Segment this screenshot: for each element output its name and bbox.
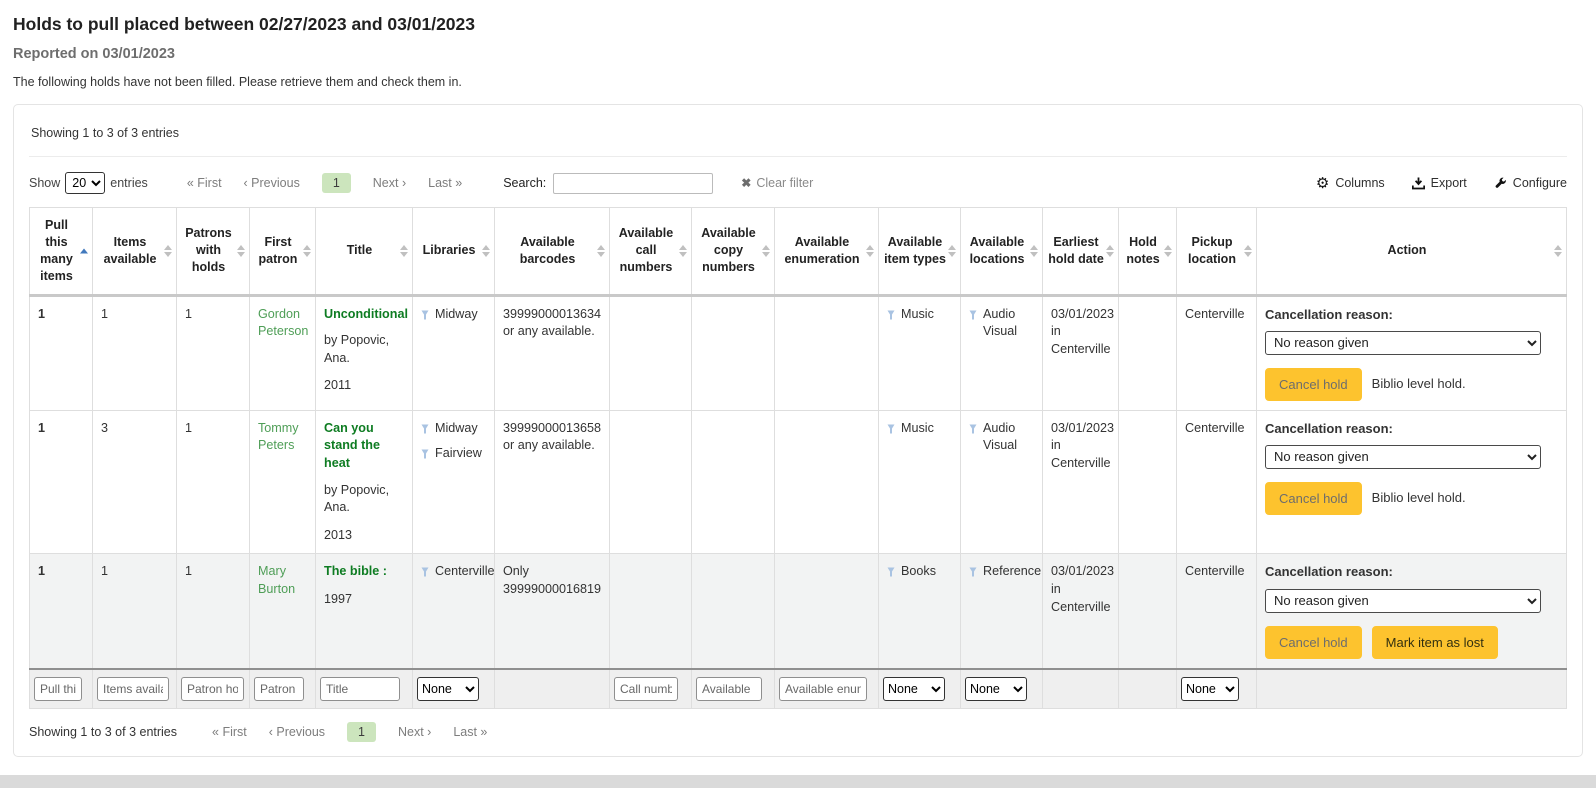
filter-icon[interactable] <box>887 422 895 440</box>
available-copy-numbers <box>692 410 775 554</box>
title-author: by Popovic, Ana. <box>324 482 390 515</box>
available-enumeration <box>775 295 879 410</box>
mark-item-lost-button[interactable]: Mark item as lost <box>1372 626 1498 659</box>
cancel-hold-button[interactable]: Cancel hold <box>1265 626 1362 659</box>
earliest-hold-date: 03/01/2023 in Centerville <box>1043 295 1119 410</box>
table-row <box>30 295 1567 410</box>
hold-notes <box>1119 410 1177 554</box>
configure-button[interactable] <box>1494 176 1567 190</box>
sort-icon <box>303 245 311 257</box>
cancellation-reason-select[interactable] <box>1265 445 1541 469</box>
cancellation-reason-label: Cancellation reason: <box>1265 306 1393 322</box>
pickup-location: Centerville <box>1177 554 1257 669</box>
clear-filter-label: Clear filter <box>756 176 814 190</box>
column-header-pickup-location[interactable]: Pickup location <box>1177 208 1257 296</box>
columns-button-label: Columns <box>1335 176 1385 190</box>
page-subtitle: Reported on 03/01/2023 <box>13 46 175 62</box>
show-entries-group <box>29 172 148 194</box>
cancellation-reason-label: Cancellation reason: <box>1265 564 1393 580</box>
item-type-value: Books <box>887 563 952 583</box>
sort-icon <box>1030 245 1038 257</box>
items-available: 1 <box>93 554 177 669</box>
sort-icon <box>762 245 770 257</box>
filter-locations-select[interactable] <box>965 677 1027 701</box>
last-page-button[interactable]: Last » <box>428 176 463 190</box>
earliest-hold-date: 03/01/2023 in Centerville <box>1043 554 1119 669</box>
title-author: by Popovic, Ana. <box>324 333 390 365</box>
column-header-action[interactable]: Action <box>1257 208 1567 296</box>
hold-level-note: Biblio level hold. <box>1371 490 1466 506</box>
next-page-button[interactable]: Next › <box>372 176 407 190</box>
item-type-value: Music <box>887 420 952 440</box>
patron-link[interactable]: Tommy Peters <box>258 420 299 453</box>
filter-pickup-location-select[interactable] <box>1181 677 1239 701</box>
export-button-label: Export <box>1430 176 1467 190</box>
column-header-first-patron[interactable]: First patron <box>250 208 316 296</box>
page-description: The following holds have not been filled. Please retrieve them and check them in. <box>13 75 462 89</box>
column-header-libraries[interactable]: Libraries <box>413 208 495 296</box>
filter-icon[interactable] <box>969 422 977 440</box>
filter-copy-numbers-input[interactable] <box>696 677 762 701</box>
holds-table-card <box>13 104 1583 757</box>
filter-pull-input[interactable] <box>34 677 82 701</box>
patrons-with-holds: 1 <box>177 410 250 554</box>
column-header-patrons-with-holds[interactable]: Patrons with holds <box>177 208 250 296</box>
title-link[interactable]: Can you stand the heat <box>324 420 380 470</box>
column-header-available-item-types[interactable]: Available item types <box>879 208 961 296</box>
sort-icon <box>1244 245 1252 257</box>
configure-button-label: Configure <box>1512 176 1567 190</box>
sort-icon <box>237 245 245 257</box>
items-available: 1 <box>93 295 177 410</box>
previous-page-button[interactable]: ‹ Previous <box>268 724 326 739</box>
column-header-available-barcodes[interactable]: Available barcodes <box>495 208 610 296</box>
wrench-icon <box>1494 177 1507 190</box>
available-barcodes: Only 39999000016819 <box>495 554 610 669</box>
current-page-indicator[interactable]: 1 <box>347 722 376 742</box>
patrons-with-holds: 1 <box>177 295 250 410</box>
table-footer-bar <box>29 722 1567 742</box>
items-available: 3 <box>93 410 177 554</box>
page-size-select[interactable] <box>65 172 105 194</box>
sort-icon <box>866 245 874 257</box>
sort-icon <box>1554 245 1562 257</box>
download-icon <box>1412 177 1425 190</box>
hold-level-note: Biblio level hold. <box>1371 376 1466 392</box>
clear-filter-button[interactable] <box>741 176 813 190</box>
sort-icon <box>1106 245 1114 257</box>
cancellation-reason-select[interactable] <box>1265 331 1541 355</box>
column-header-pull[interactable]: Pull this many items <box>30 208 93 296</box>
previous-page-button[interactable]: ‹ Previous <box>243 176 300 190</box>
gear-icon: ⚙ <box>1315 173 1330 192</box>
library-value: Centerville <box>421 563 486 583</box>
table-toolbar <box>29 172 1567 194</box>
sort-icon <box>597 245 605 257</box>
page-bottom-strip <box>0 775 1596 788</box>
sort-icon <box>482 245 490 257</box>
hold-notes <box>1119 295 1177 410</box>
cancel-hold-button[interactable]: Cancel hold <box>1265 368 1362 401</box>
column-header-earliest-hold-date[interactable]: Earliest hold date <box>1043 208 1119 296</box>
patron-link[interactable]: Mary Burton <box>258 564 296 597</box>
pickup-location: Centerville <box>1177 295 1257 410</box>
clear-filter-x-icon: ✖ <box>741 176 752 190</box>
filter-items-available-input[interactable] <box>97 677 169 701</box>
column-header-available-call-numbers[interactable]: Available call numbers <box>610 208 692 296</box>
title-year: 2011 <box>324 378 352 393</box>
filter-icon[interactable] <box>969 565 977 583</box>
filter-icon[interactable] <box>421 308 429 326</box>
first-page-button[interactable]: « First <box>212 724 247 739</box>
earliest-hold-date: 03/01/2023 in Centerville <box>1043 410 1119 554</box>
available-copy-numbers <box>692 554 775 669</box>
sort-icon <box>164 245 172 257</box>
filter-title-input[interactable] <box>320 677 400 701</box>
filter-patrons-with-holds-input[interactable] <box>181 677 244 701</box>
patrons-with-holds: 1 <box>177 554 250 669</box>
first-page-button[interactable]: « First <box>186 176 222 190</box>
filter-call-numbers-input[interactable] <box>614 677 678 701</box>
column-header-items-available[interactable]: Items available <box>93 208 177 296</box>
filter-icon[interactable] <box>887 308 895 326</box>
available-enumeration <box>775 554 879 669</box>
available-enumeration <box>775 410 879 554</box>
holds-to-pull-table <box>29 207 1567 709</box>
available-copy-numbers <box>692 295 775 410</box>
column-header-hold-notes[interactable]: Hold notes <box>1119 208 1177 296</box>
table-row <box>30 554 1567 669</box>
columns-button[interactable] <box>1315 173 1385 192</box>
patron-link[interactable]: Gordon Peterson <box>258 306 309 339</box>
filter-item-types-select[interactable] <box>883 677 945 701</box>
pagination-top <box>176 173 473 193</box>
library-value: Midway <box>421 306 486 326</box>
filter-icon[interactable] <box>887 565 895 583</box>
filter-icon[interactable] <box>421 422 429 440</box>
sort-icon <box>948 245 956 257</box>
filter-icon[interactable] <box>421 447 429 465</box>
last-page-button[interactable]: Last » <box>453 724 488 739</box>
sort-icon <box>400 245 408 257</box>
table-header-row <box>30 208 1567 296</box>
title-year: 1997 <box>324 592 353 607</box>
next-page-button[interactable]: Next › <box>397 724 432 739</box>
location-value: Audio Visual <box>969 420 1034 455</box>
column-header-available-copy-numbers[interactable]: Available copy numbers <box>692 208 775 296</box>
column-filter-row <box>30 669 1567 709</box>
title-link[interactable]: Unconditional <box>324 306 408 321</box>
available-barcodes: 39999000013658 or any available. <box>495 410 610 554</box>
export-button[interactable] <box>1412 176 1467 190</box>
sort-asc-icon <box>80 248 88 253</box>
page-header <box>0 0 1596 89</box>
table-info-bottom: Showing 1 to 3 of 3 entries <box>29 724 178 739</box>
table-row <box>30 410 1567 554</box>
library-value: Fairview <box>421 445 486 465</box>
column-header-available-locations[interactable]: Available locations <box>961 208 1043 296</box>
location-value: Reference <box>969 563 1034 583</box>
cancellation-reason-select[interactable] <box>1265 589 1541 613</box>
search-input[interactable] <box>553 173 713 194</box>
pull-count: 1 <box>30 410 93 554</box>
cancellation-reason-label: Cancellation reason: <box>1265 420 1393 436</box>
search-label: Search: <box>503 176 547 190</box>
table-info-top: Showing 1 to 3 of 3 entries <box>29 120 1567 157</box>
item-type-value: Music <box>887 306 952 326</box>
filter-icon[interactable] <box>969 308 977 326</box>
pagination-bottom <box>201 722 498 742</box>
pull-count: 1 <box>30 295 93 410</box>
column-header-available-enumeration[interactable]: Available enumeration <box>775 208 879 296</box>
sort-icon <box>679 245 687 257</box>
cancel-hold-button[interactable]: Cancel hold <box>1265 482 1362 515</box>
available-call-numbers <box>610 295 692 410</box>
show-label: Show <box>29 176 61 190</box>
location-value: Audio Visual <box>969 306 1034 341</box>
page-title: Holds to pull placed between 02/27/2023 and 03/01/2023 <box>13 14 476 34</box>
title-year: 2013 <box>324 527 353 542</box>
filter-first-patron-input[interactable] <box>254 677 304 701</box>
available-call-numbers <box>610 410 692 554</box>
current-page-indicator[interactable]: 1 <box>322 173 351 193</box>
filter-icon[interactable] <box>421 565 429 583</box>
filter-libraries-select[interactable] <box>417 677 479 701</box>
hold-notes <box>1119 554 1177 669</box>
search-group <box>503 173 713 194</box>
available-call-numbers <box>610 554 692 669</box>
pickup-location: Centerville <box>1177 410 1257 554</box>
entries-label: entries <box>110 176 148 190</box>
title-link[interactable]: The bible : <box>324 564 387 579</box>
pull-count: 1 <box>30 554 93 669</box>
filter-enumeration-input[interactable] <box>779 677 867 701</box>
library-value: Midway <box>421 420 486 440</box>
column-header-title[interactable]: Title <box>316 208 413 296</box>
sort-icon <box>1164 245 1172 257</box>
available-barcodes: 39999000013634 or any available. <box>495 295 610 410</box>
